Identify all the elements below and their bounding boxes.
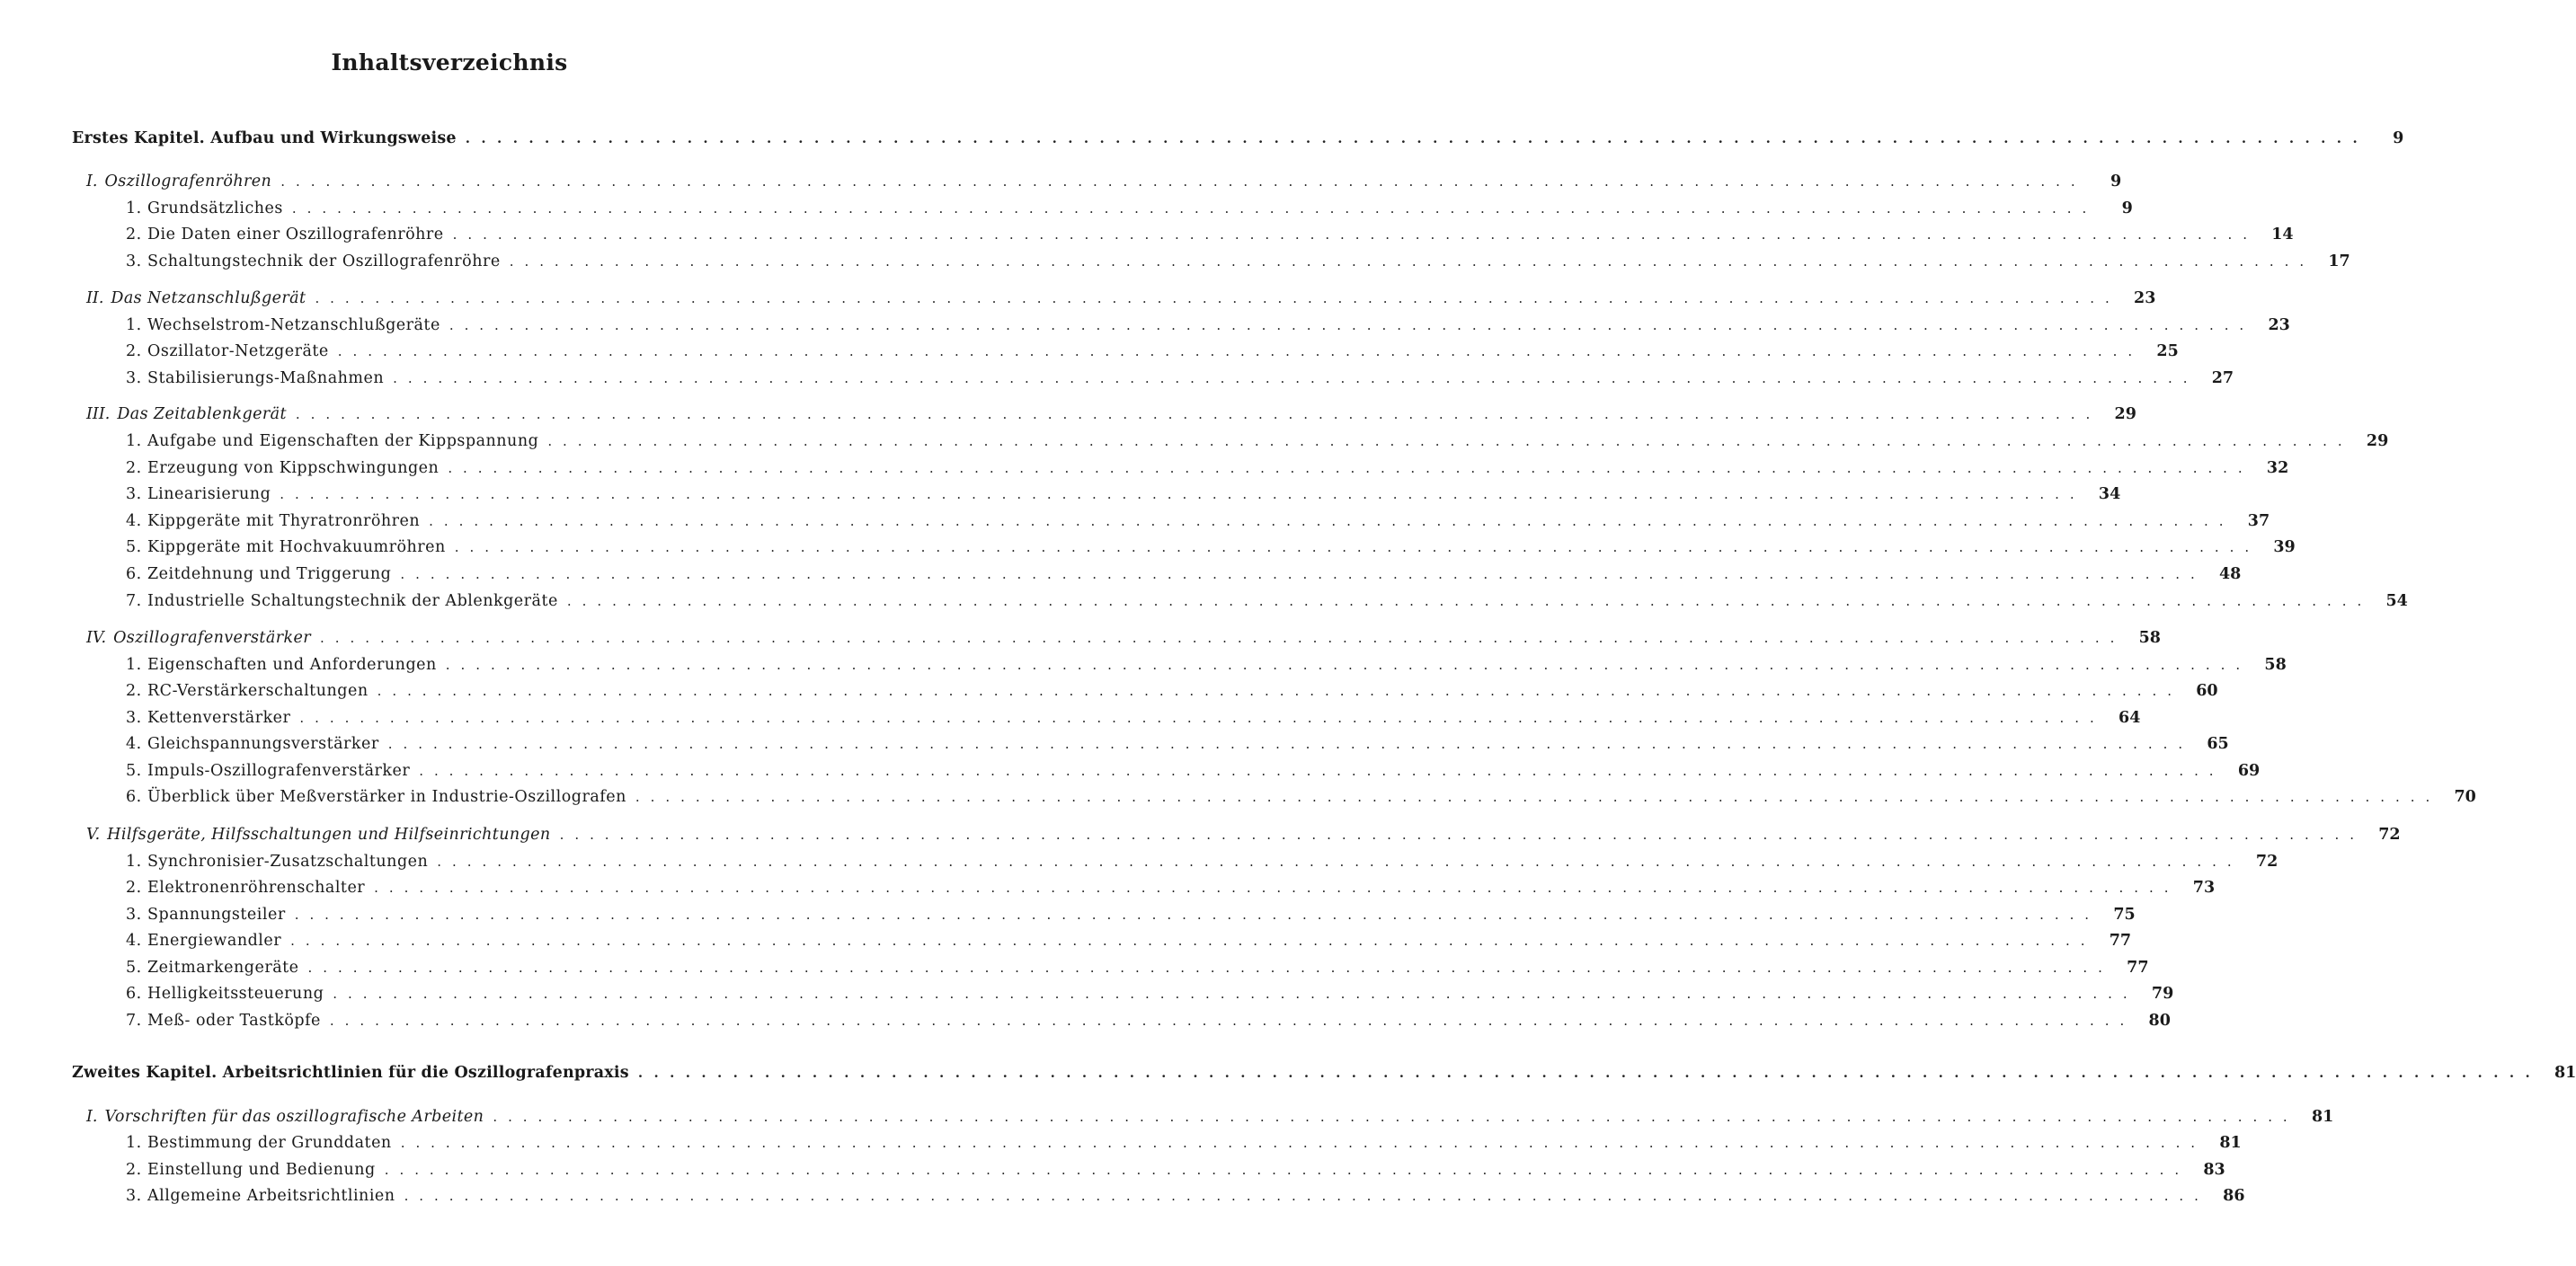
item-title: Kippgeräte mit Thyratronröhren [147, 512, 421, 530]
item-title: Wechselstrom-Netzanschlußgeräte [147, 316, 440, 334]
page-number: 48 [2218, 565, 2242, 583]
page-number: 25 [2156, 342, 2179, 360]
item-text [126, 653, 446, 677]
item-number: 2. [126, 226, 142, 243]
toc-item[interactable] [126, 589, 2408, 613]
item-title: Oszillator-Netzgeräte [147, 342, 329, 360]
leader-dots: . . . . . . . . . . . . . . . . . . . . . . . . . . . . . . . . . . . . . . . . . . . . . . . . . . . . . . . . . . . . . . . . . . . . . . . . . . . . . . . . . . . . . . . . . . . . . . . . . . . . . . . . . . . . . . . . . . . . . . . . [445, 657, 2243, 673]
page-number: 60 [2196, 682, 2218, 700]
item-number: 7. [126, 1012, 142, 1030]
item-title: Schaltungstechnik der Oszillografenröhre [147, 252, 501, 270]
item-number: 2. [126, 879, 142, 897]
toc-item[interactable] [126, 250, 2350, 273]
chapter-entry[interactable] [72, 1061, 2576, 1085]
page-title: Inhaltsverzeichnis [331, 49, 568, 75]
page-number: 70 [2454, 788, 2476, 806]
item-title: Energiewandler [147, 932, 282, 950]
page-number: 80 [2148, 1012, 2171, 1030]
section-roman: I. [86, 173, 98, 190]
section-roman: II. [86, 289, 104, 307]
page-number: 29 [2366, 432, 2389, 450]
item-number: 1. [126, 1134, 142, 1152]
item-number: 2. [126, 1161, 142, 1179]
page-number: 17 [2328, 252, 2350, 270]
toc-item[interactable] [126, 876, 2216, 899]
leader-dots: . . . . . . . . . . . . . . . . . . . . . . . . . . . . . . . . . . . . . . . . . . . . . . . . . . . . . . . . . . . . . . . . . . . . . . . . . . . . . . . . . . . . . . . . . . . . . . . . . . . . . . . . . . . . . . . . . . . . . . . . [294, 907, 2092, 923]
toc-item[interactable] [126, 197, 2133, 220]
toc-item[interactable] [126, 536, 2296, 559]
toc-item[interactable] [126, 456, 2289, 480]
item-text [126, 482, 280, 506]
item-number: 2. [126, 459, 142, 477]
item-number: 3. [126, 369, 142, 387]
page-number: 9 [2393, 129, 2404, 147]
leader-dots: . . . . . . . . . . . . . . . . . . . . . . . . . . . . . . . . . . . . . . . . . . . . . . . . . . . . . . . . . . . . . . . . . . . . . . . . . . . . . . . . . . . . . . . . . . . . . . . . . . . . . . . . . . . . . . . . . . . . . . . . [384, 1162, 2182, 1178]
leader-dots: . . . . . . . . . . . . . . . . . . . . . . . . . . . . . . . . . . . . . . . . . . . . . . . . . . . . . . . . . . . . . . . . . . . . . . . . . . . . . . . . . . . . . . . . . . . . . . . . . . . . . . . . . . . . . . . . . . . . . . . . [449, 317, 2247, 333]
leader-dots: . . . . . . . . . . . . . . . . . . . . . . . . . . . . . . . . . . . . . . . . . . . . . . . . . . . . . . . . . . . . . . . . . . . . . . . . . . . . . . . . . . . . . . . . . . . . . . . . . . . . . . . . . . . . . . . . . . . . . . . . [547, 433, 2346, 449]
page-number: 29 [2114, 405, 2136, 423]
leader-dots: . . . . . . . . . . . . . . . . . . . . . . . . . . . . . . . . . . . . . . . . . . . . . . . . . . . . . . . . . . . . . . . . . . . . . . . . . . . . . . . . . . . . . . . . . . . . . . . . . . . . . . . . . . . . . . . . . . . . . . . . [400, 1135, 2198, 1151]
section-title: Hilfsgeräte, Hilfsschaltungen und Hilfseinrichtungen [107, 826, 551, 844]
leader-dots: . . . . . . . . . . . . . . . . . . . . . . . . . . . . . . . . . . . . . . . . . . . . . . . . . . . . . . . . . . . . . . . . . . . . . . . . . . . . . . . . . . . . . . . . . . . . . . . . . . . . . . . . . . . . . . . . . . . . . . . . [374, 880, 2172, 896]
item-number: 3. [126, 1187, 142, 1205]
toc-item[interactable] [126, 509, 2270, 533]
item-number: 5. [126, 538, 142, 556]
item-text [126, 562, 400, 586]
toc-item[interactable] [126, 367, 2234, 390]
leader-dots: . . . . . . . . . . . . . . . . . . . . . . . . . . . . . . . . . . . . . . . . . . . . . . . . . . . . . . . . . . . . . . . . . . . . . . . . . . . . . . . . . . . . . . . . . . . . . . . . . . . . . . . . . . . . . . . . . . . . . . . . [393, 370, 2191, 386]
leader-dots: . . . . . . . . . . . . . . . . . . . . . . . . . . . . . . . . . . . . . . . . . . . . . . . . . . . . . . . . . . . . . . . . . . . . . . . . . . . . . . . . . . . . . . . . . . . . . . . . . . . . . . . . . . . . . . . . . . . . . . . . [559, 827, 2358, 843]
page-number: 81 [2311, 1108, 2334, 1126]
item-text [126, 250, 510, 273]
toc-item[interactable] [126, 653, 2287, 677]
item-text [126, 367, 393, 390]
leader-dots: . . . . . . . . . . . . . . . . . . . . . . . . . . . . . . . . . . . . . . . . . . . . . . . . . . . . . . . . . . . . . . . . . . . . . . . . . . . . . . . . . . . . . . . . . . . . . . . . . . . . . . . . . . . . . . . . . . . . . . . . [419, 763, 2217, 779]
item-title: Synchronisier-Zusatzschaltungen [147, 853, 429, 871]
leader-dots: . . . . . . . . . . . . . . . . . . . . . . . . . . . . . . . . . . . . . . . . . . . . . . . . . . . . . . . . . . . . . . . . . . . . . . . . . . . . . . . . . . . . . . . . . . . . . . . . . . . . . . . . . . . . . . . . . . . . . . . . [307, 960, 2106, 976]
toc-item[interactable] [126, 982, 2174, 1005]
item-text [126, 223, 453, 246]
leader-dots: . . . . . . . . . . . . . . . . . . . . . . . . . . . . . . . . . . . . . . . . . . . . . . . . . . . . . . . . . . . . . . . . . . . . . . . . . . . . . . . . . . . . . . . . . . . . . . . . . . . . . . . . . . . . . . . . . . . . . . . . [429, 513, 2227, 529]
item-text [126, 456, 448, 480]
page-number: 77 [2127, 959, 2149, 977]
toc-item[interactable] [126, 732, 2229, 756]
toc-item[interactable] [126, 929, 2132, 952]
section-roman: I. [86, 1108, 98, 1126]
item-title: Aufgabe und Eigenschaften der Kippspannung [147, 432, 539, 450]
page-number: 81 [2554, 1064, 2576, 1082]
section-title: Das Netzanschlußgerät [111, 289, 306, 307]
item-text [126, 759, 419, 783]
item-number: 3. [126, 485, 142, 503]
page-number: 9 [2110, 173, 2122, 190]
page-number: 39 [2273, 538, 2296, 556]
page-number: 54 [2385, 592, 2408, 610]
item-text [126, 314, 449, 337]
page-number: 72 [2255, 853, 2278, 871]
leader-dots: . . . . . . . . . . . . . . . . . . . . . . . . . . . . . . . . . . . . . . . . . . . . . . . . . . . . . . . . . . . . . . . . . . . . . . . . . . . . . . . . . . . . . . . . . . . . . . . . . . . . . . . . . . . . . . . . . . . . . . . . [493, 1109, 2291, 1125]
leader-dots: . . . . . . . . . . . . . . . . . . . . . . . . . . . . . . . . . . . . . . . . . . . . . . . . . . . . . . . . . . . . . . . . . . . . . . . . . . . . . . . . . . . . . . . . . . . . . . . . . . . . . . . . . . . . . . . . . . . . . . . . [295, 406, 2093, 422]
toc-item[interactable] [126, 759, 2261, 783]
item-number: 2. [126, 682, 142, 700]
item-number: 2. [126, 342, 142, 360]
item-text [126, 589, 567, 613]
item-number: 1. [126, 432, 142, 450]
section-title: Oszillografenverstärker [113, 629, 311, 647]
section-roman: III. [86, 405, 111, 423]
chapter-title: Zweites Kapitel. Arbeitsrichtlinien für die Oszillografenpraxis [72, 1064, 629, 1082]
leader-dots: . . . . . . . . . . . . . . . . . . . . . . . . . . . . . . . . . . . . . . . . . . . . . . . . . . . . . . . . . . . . . . . . . . . . . . . . . . . . . . . . . . . . . . . . . . . . . . . . . . . . . . . . . . . . . . . . . . . . . . . . [509, 253, 2307, 270]
leader-dots: . . . . . . . . . . . . . . . . . . . . . . . . . . . . . . . . . . . . . . . . . . . . . . . . . . . . . . . . . . . . . . . . . . . . . . . . . . . . . . . . . . . . . . . . . . . . . . . . . . . . . . . . . . . . . . . . . . . . . . . . [404, 1188, 2202, 1204]
item-number: 6. [126, 788, 142, 806]
leader-dots: . . . . . . . . . . . . . . . . . . . . . . . . . . . . . . . . . . . . . . . . . . . . . . . . . . . . . . . . . . . . . . . . . . . . . . . . . . . . . . . . . . . . . . . . . . . . . . . . . . . . . . . . . . . . . . . . . . . . . . . . [329, 1013, 2127, 1029]
item-title: Zeitdehnung und Triggerung [147, 565, 392, 583]
page-number: 23 [2268, 316, 2290, 334]
toc-item[interactable] [126, 429, 2389, 453]
toc-item[interactable] [126, 1184, 2245, 1208]
toc-item[interactable] [126, 785, 2476, 809]
page-number: 58 [2264, 656, 2287, 674]
item-title: Elektronenröhrenschalter [147, 879, 366, 897]
toc-item[interactable] [126, 1131, 2242, 1155]
item-text [126, 679, 378, 703]
item-number: 6. [126, 985, 142, 1003]
leader-dots: . . . . . . . . . . . . . . . . . . . . . . . . . . . . . . . . . . . . . . . . . . . . . . . . . . . . . . . . . . . . . . . . . . . . . . . . . . . . . . . . . . . . . . . . . . . . . . . . . . . . . . . . . . . . . . . . . . . . . . . . [337, 343, 2136, 359]
item-title: Meß- oder Tastköpfe [147, 1012, 321, 1030]
item-title: Industrielle Schaltungstechnik der Ablenkgeräte [147, 592, 558, 610]
item-text [126, 850, 437, 873]
leader-dots: . . . . . . . . . . . . . . . . . . . . . . . . . . . . . . . . . . . . . . . . . . . . . . . . . . . . . . . . . . . . . . . . . . . . . . . . . . . . . . . . . . . . . . . . . . . . . . . . . . . . . . . . . . . . . . . . . . . . . . . . [377, 683, 2175, 699]
item-text [126, 536, 455, 559]
leader-dots: . . . . . . . . . . . . . . . . . . . . . . . . . . . . . . . . . . . . . . . . . . . . . . . . . . . . . . . . . . . . . . . . . . . . . . . . . . . . . . . . . . . . . . . . . . . . . . . . . . . . . . . . . . . . . . . . . . . . . . . . [280, 173, 2079, 190]
toc-item[interactable] [126, 223, 2294, 246]
leader-dots: . . . . . . . . . . . . . . . . . . . . . . . . . . . . . . . . . . . . . . . . . . . . . . . . . . . . . . . . . . . . . . . . . . . . . . . . . . . . . . . . . . . . . . . . . . . . . . . . . . . . . . . . . . . . . . . . . . . . . . . . [315, 290, 2113, 306]
chapter-entry[interactable] [72, 127, 2404, 150]
item-title: Erzeugung von Kippschwingungen [147, 459, 440, 477]
leader-dots: . . . . . . . . . . . . . . . . . . . . . . . . . . . . . . . . . . . . . . . . . . . . . . . . . . . . . . . . . . . . . . . . . . . . . . . . . . . . . . . . . . . . . . . . . . . . . . . . . . . . . . . . . . . . . . . . . . . . . . . . [387, 736, 2186, 752]
page-number: 69 [2237, 762, 2261, 780]
item-number: 3. [126, 906, 142, 924]
page-number: 81 [2219, 1134, 2242, 1152]
page-number: 72 [2378, 826, 2401, 844]
page-number: 75 [2113, 906, 2136, 924]
item-number: 6. [126, 565, 142, 583]
item-text [126, 509, 429, 533]
item-text [126, 1009, 330, 1032]
item-title: Kippgeräte mit Hochvakuumröhren [147, 538, 446, 556]
item-number: 4. [126, 512, 142, 530]
item-text [126, 197, 292, 220]
item-title: Stabilisierungs-Maßnahmen [147, 369, 385, 387]
item-text [126, 982, 333, 1005]
item-title: Linearisierung [147, 485, 271, 503]
item-number: 3. [126, 709, 142, 727]
item-title: Grundsätzliches [147, 199, 283, 217]
toc-item[interactable] [126, 956, 2149, 979]
section-roman: IV. [86, 629, 107, 647]
page-number: 64 [2119, 709, 2141, 727]
leader-dots: . . . . . . . . . . . . . . . . . . . . . . . . . . . . . . . . . . . . . . . . . . . . . . . . . . . . . . . . . . . . . . . . . . . . . . . . . . . . . . . . . . . . . . . . . . . . . . . . . . . . . . . . . . . . . . . . . . . . . . . . [400, 566, 2198, 582]
page-number: 79 [2151, 985, 2174, 1003]
item-title: Allgemeine Arbeitsrichtlinien [147, 1187, 395, 1205]
section-title: Das Zeitablenkgerät [117, 405, 287, 423]
leader-dots: . . . . . . . . . . . . . . . . . . . . . . . . . . . . . . . . . . . . . . . . . . . . . . . . . . . . . . . . . . . . . . . . . . . . . . . . . . . . . . . . . . . . . . . . . . . . . . . . . . . . . . . . . . . . . . . . . . . . . . . . [291, 200, 2090, 217]
item-number: 1. [126, 316, 142, 334]
page-number: 73 [2192, 879, 2216, 897]
item-text [126, 1184, 404, 1208]
toc-item[interactable] [126, 679, 2218, 703]
item-title: Einstellung und Bedienung [147, 1161, 376, 1179]
item-text [126, 785, 635, 809]
item-title: Die Daten einer Oszillografenröhre [147, 226, 444, 243]
item-title: Spannungsteiler [147, 906, 286, 924]
item-text [126, 1158, 385, 1182]
item-number: 5. [126, 762, 142, 780]
leader-dots: . . . . . . . . . . . . . . . . . . . . . . . . . . . . . . . . . . . . . . . . . . . . . . . . . . . . . . . . . . . . . . . . . . . . . . . . . . . . . . . . . . . . . . . . . . . . . . . . . . . . . . . . . . . . . . . . . . . . . . . . [333, 986, 2131, 1002]
item-title: Überblick über Meßverstärker in Industrie-Oszillografen [147, 788, 626, 806]
toc-item[interactable] [126, 340, 2179, 363]
toc-item[interactable] [126, 1009, 2171, 1032]
item-text [126, 732, 388, 756]
item-text [126, 956, 308, 979]
leader-dots: . . . . . . . . . . . . . . . . . . . . . . . . . . . . . . . . . . . . . . . . . . . . . . . . . . . . . . . . . . . . . . . . . . . . . . . . . . . . . . . . . . . . . . . . . . . . . . . . . . . . . . . . . . . . . . . . . . . . . . . . [637, 1065, 2534, 1081]
leader-dots: . . . . . . . . . . . . . . . . . . . . . . . . . . . . . . . . . . . . . . . . . . . . . . . . . . . . . . . . . . . . . . . . . . . . . . . . . . . . . . . . . . . . . . . . . . . . . . . . . . . . . . . . . . . . . . . . . . . . . . . . [566, 593, 2365, 609]
section-roman: V. [86, 826, 101, 844]
item-number: 3. [126, 252, 142, 270]
page-number: 14 [2271, 226, 2294, 243]
item-text [126, 929, 290, 952]
page-number: 9 [2121, 199, 2133, 217]
chapter-title: Erstes Kapitel. Aufbau und Wirkungsweise [72, 129, 457, 147]
item-text [126, 903, 295, 926]
toc-item[interactable] [126, 850, 2278, 873]
page-number: 23 [2134, 289, 2156, 307]
toc-item[interactable] [126, 903, 2136, 926]
leader-dots: . . . . . . . . . . . . . . . . . . . . . . . . . . . . . . . . . . . . . . . . . . . . . . . . . . . . . . . . . . . . . . . . . . . . . . . . . . . . . . . . . . . . . . . . . . . . . . . . . . . . . . . . . . . . . . . . . . . . . . . . [290, 933, 2089, 949]
page-number: 27 [2211, 369, 2234, 387]
section-entry[interactable] [86, 287, 2156, 310]
leader-dots: . . . . . . . . . . . . . . . . . . . . . . . . . . . . . . . . . . . . . . . . . . . . . . . . . . . . . . . . . . . . . . . . . . . . . . . . . . . . . . . . . . . . . . . . . . . . . . . . . . . . . . . . . . . . . . . . . . . . . . . . [280, 486, 2078, 502]
toc-item[interactable] [126, 482, 2121, 506]
item-number: 4. [126, 735, 142, 753]
leader-dots: . . . . . . . . . . . . . . . . . . . . . . . . . . . . . . . . . . . . . . . . . . . . . . . . . . . . . . . . . . . . . . . . . . . . . . . . . . . . . . . . . . . . . . . . . . . . . . . . . . . . . . . . . . . . . . . . . . . . . . . . [448, 460, 2246, 476]
item-title: RC-Verstärkerschaltungen [147, 682, 369, 700]
item-number: 1. [126, 853, 142, 871]
page-number: 86 [2223, 1187, 2245, 1205]
item-number: 4. [126, 932, 142, 950]
page-number: 32 [2266, 459, 2289, 477]
page-number: 65 [2207, 735, 2229, 753]
section-entry[interactable] [86, 170, 2122, 193]
item-number: 5. [126, 959, 142, 977]
section-entry[interactable] [86, 403, 2136, 426]
item-title: Gleichspannungsverstärker [147, 735, 379, 753]
leader-dots: . . . . . . . . . . . . . . . . . . . . . . . . . . . . . . . . . . . . . . . . . . . . . . . . . . . . . . . . . . . . . . . . . . . . . . . . . . . . . . . . . . . . . . . . . . . . . . . . . . . . . . . . . . . . . . . . . . . . . . . . [299, 710, 2098, 726]
toc-item[interactable] [126, 1158, 2225, 1182]
toc-item[interactable] [126, 562, 2242, 586]
leader-dots: . . . . . . . . . . . . . . . . . . . . . . . . . . . . . . . . . . . . . . . . . . . . . . . . . . . . . . . . . . . . . . . . . . . . . . . . . . . . . . . . . . . . . . . . . . . . . . . . . . . . . . . . . . . . . . . . . . . . . . . . [465, 130, 2361, 146]
section-title: Vorschriften für das oszillografische Arbeiten [104, 1108, 484, 1126]
leader-dots: . . . . . . . . . . . . . . . . . . . . . . . . . . . . . . . . . . . . . . . . . . . . . . . . . . . . . . . . . . . . . . . . . . . . . . . . . . . . . . . . . . . . . . . . . . . . . . . . . . . . . . . . . . . . . . . . . . . . . . . . [320, 630, 2118, 646]
item-text [126, 429, 547, 453]
page-number: 37 [2247, 512, 2270, 530]
page-number: 77 [2109, 932, 2132, 950]
item-title: Eigenschaften und Anforderungen [147, 656, 437, 674]
section-title: Oszillografenröhren [104, 173, 272, 190]
item-text [126, 340, 338, 363]
item-title: Impuls-Oszillografenverstärker [147, 762, 411, 780]
item-text [126, 876, 374, 899]
leader-dots: . . . . . . . . . . . . . . . . . . . . . . . . . . . . . . . . . . . . . . . . . . . . . . . . . . . . . . . . . . . . . . . . . . . . . . . . . . . . . . . . . . . . . . . . . . . . . . . . . . . . . . . . . . . . . . . . . . . . . . . . [635, 789, 2433, 805]
item-number: 1. [126, 656, 142, 674]
section-entry[interactable] [86, 823, 2401, 846]
item-text [126, 706, 299, 730]
leader-dots: . . . . . . . . . . . . . . . . . . . . . . . . . . . . . . . . . . . . . . . . . . . . . . . . . . . . . . . . . . . . . . . . . . . . . . . . . . . . . . . . . . . . . . . . . . . . . . . . . . . . . . . . . . . . . . . . . . . . . . . . [454, 539, 2252, 555]
item-text [126, 1131, 401, 1155]
leader-dots: . . . . . . . . . . . . . . . . . . . . . . . . . . . . . . . . . . . . . . . . . . . . . . . . . . . . . . . . . . . . . . . . . . . . . . . . . . . . . . . . . . . . . . . . . . . . . . . . . . . . . . . . . . . . . . . . . . . . . . . . [437, 854, 2235, 870]
leader-dots: . . . . . . . . . . . . . . . . . . . . . . . . . . . . . . . . . . . . . . . . . . . . . . . . . . . . . . . . . . . . . . . . . . . . . . . . . . . . . . . . . . . . . . . . . . . . . . . . . . . . . . . . . . . . . . . . . . . . . . . . [452, 226, 2251, 243]
item-title: Helligkeitssteuerung [147, 985, 324, 1003]
toc-item[interactable] [126, 314, 2290, 337]
section-entry[interactable] [86, 1105, 2334, 1129]
page-number: 58 [2138, 629, 2161, 647]
item-number: 1. [126, 199, 142, 217]
item-title: Kettenverstärker [147, 709, 291, 727]
section-entry[interactable] [86, 626, 2161, 650]
toc-item[interactable] [126, 706, 2141, 730]
item-number: 7. [126, 592, 142, 610]
page-number: 34 [2098, 485, 2121, 503]
page-number: 83 [2203, 1161, 2225, 1179]
item-title: Zeitmarkengeräte [147, 959, 299, 977]
item-title: Bestimmung der Grunddaten [147, 1134, 392, 1152]
